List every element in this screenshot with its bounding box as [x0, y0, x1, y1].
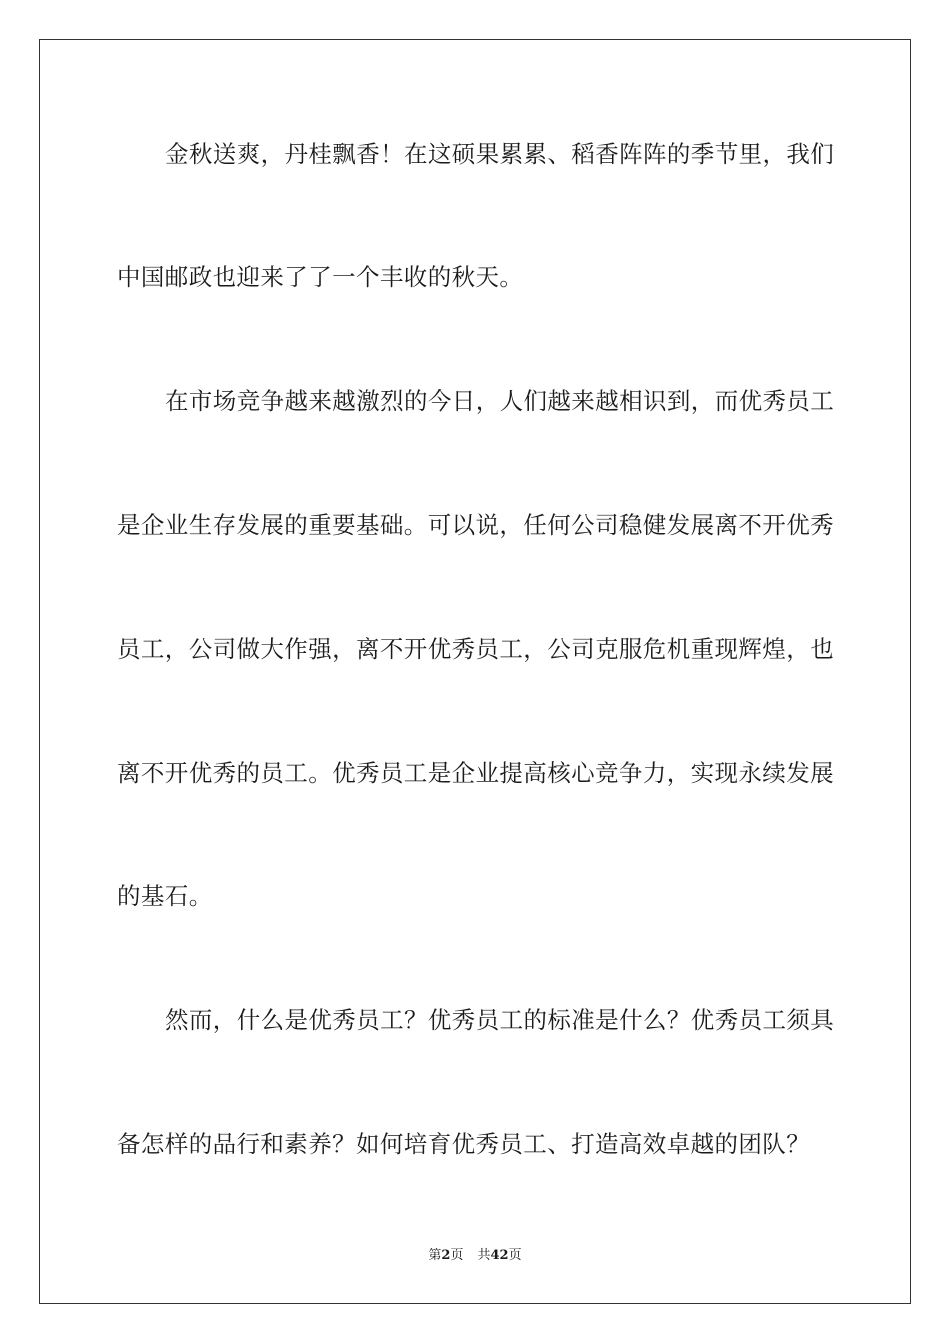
- page-prefix: 第: [428, 1248, 442, 1263]
- paragraph-2-line-2: 是企业生存发展的重要基础。可以说，任何公司稳健发展离不开优秀: [117, 511, 834, 539]
- paragraph-1-line-2: 中国邮政也迎来了了一个丰收的秋天。: [117, 263, 524, 291]
- paragraph-3-line-1: 然而，什么是优秀员工？优秀员工的标准是什么？优秀员工须具: [165, 1006, 835, 1034]
- page-border: [39, 39, 911, 1304]
- page-footer: [0, 1248, 950, 1264]
- total-prefix: 共: [477, 1248, 491, 1263]
- paragraph-2-line-5: 的基石。: [117, 882, 213, 910]
- total-pages: 42: [490, 1248, 509, 1263]
- paragraph-1-line-1: 金秋送爽，丹桂飘香！在这硕果累累、稻香阵阵的季节里，我们: [165, 140, 835, 168]
- total-suffix: 页: [508, 1248, 522, 1263]
- page-number: 2: [441, 1248, 451, 1263]
- paragraph-2-line-4: 离不开优秀的员工。优秀员工是企业提高核心竞争力，实现永续发展: [117, 759, 834, 787]
- paragraph-2-line-3: 员工，公司做大作强，离不开优秀员工，公司克服危机重现辉煌，也: [117, 635, 834, 663]
- paragraph-2-line-1: 在市场竞争越来越激烈的今日，人们越来越相识到，而优秀员工: [165, 387, 835, 415]
- page-suffix: 页: [450, 1248, 464, 1263]
- paragraph-3-line-2: 备怎样的品行和素养？如何培育优秀员工、打造高效卓越的团队？: [117, 1130, 811, 1158]
